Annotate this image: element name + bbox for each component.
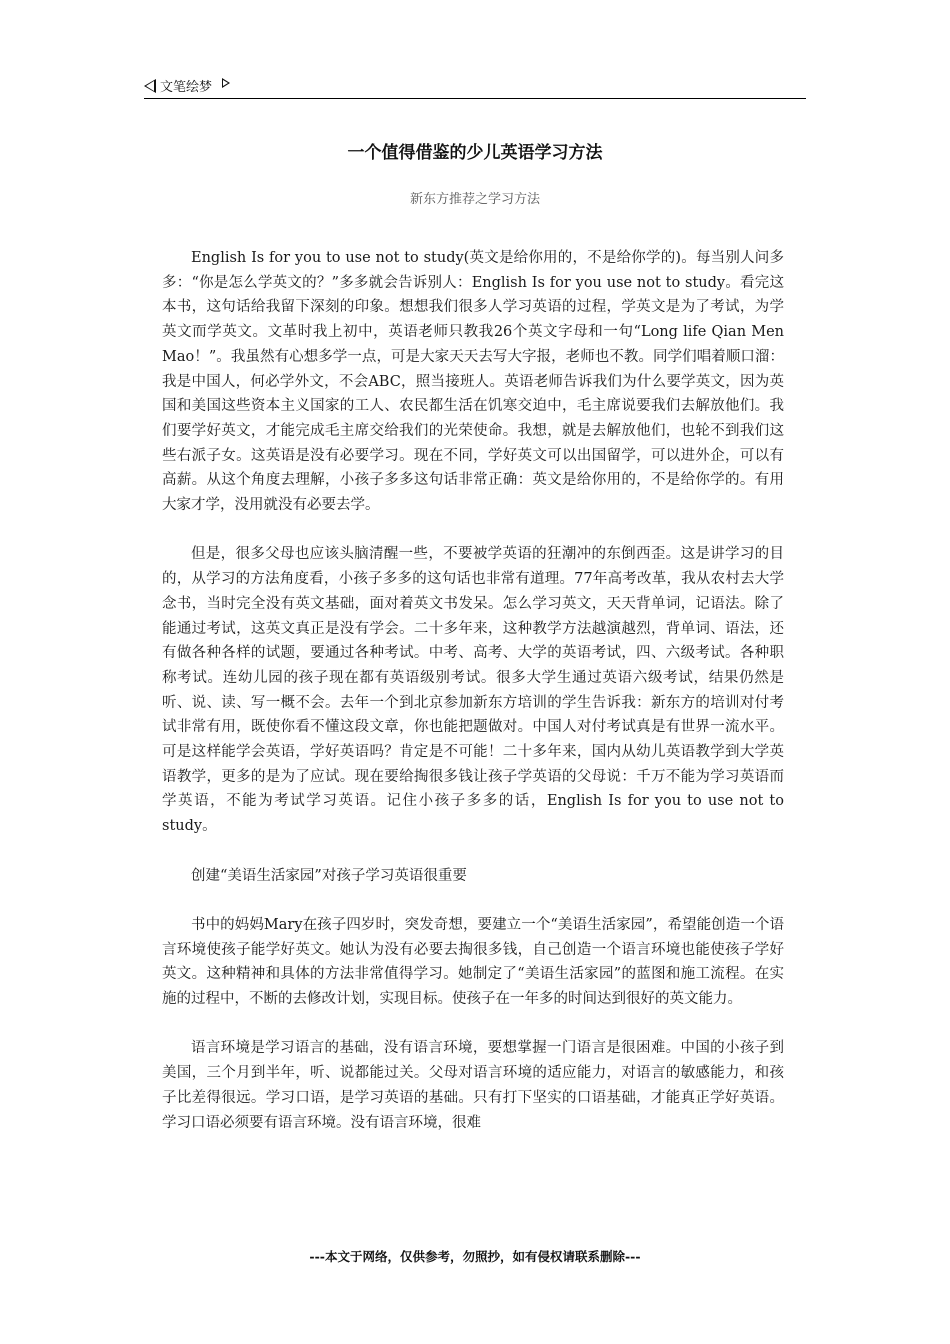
brand — [144, 76, 230, 95]
brand-name: 文笔绘梦 — [160, 80, 213, 95]
document-title: 一个值得借鉴的少儿英语学习方法 — [347, 143, 603, 163]
paragraph: 但是，很多父母也应该头脑清醒一些，不要被学英语的狂潮冲的东倒西歪。这是讲学习的目的，从学习的方法角度看，小孩子多多的这句话也非常有道理。77年高考改革，我从农村去大学念书，当时完全没有英文基础，面对着英文书发呆。怎么学习英文，天天背单词，记语法。除了能通过考试，这英文真正是没有学会。二十多年来，这种教学方法越演越烈，背单词、语法，还有做各种各样的试题，要通过各种考试。中考、高考、大学的英语考试，四、六级考试。各种职称考试。连幼儿园的孩子现在都有英语级别考试。很多大学生通过英语六级考试，结果仍然是听、说、读、写一概不会。去年一个到北京参加新东方培训的学生告诉我：新东方的培训对付考试非常有用，既使你看不懂这段文章，你也能把题做对。中国人对付考试真是有世界一流水平。可是这样能学会英语，学好英语吗？肯定是不可能！二十多年来，国内从幼儿英语教学到大学英语教学，更多的是为了应试。现在要给掏很多钱让孩子学英语的父母说：千万不能为学习英语而学英语，不能为考试学习英语。记住小孩子多多的话，English Is for you to use not to study。 — [162, 546, 784, 835]
footer-notice: ---本文于网络，仅供参考，勿照抄，如有侵权请联系删除--- — [309, 1249, 641, 1264]
section-heading: 创建“美语生活家园”对孩子学习英语很重要 — [191, 867, 467, 884]
paragraph: English Is for you to use not to study(英文是给你用的，不是给你学的)。每当别人问多多：“你是怎么学英文的？”多多就会告诉别人：English Is for you use not to study。看完这本书，这句话给我留下深刻的印象。想想我们很多人学习英语的过程，学英文是为了考试，为学英文而学英文。文革时我上初中，英语老师只教我26个英文字母和一句“Long life Qian Men Mao！”。我虽然有心想多学一点，可是大家天天去写大字报，老师也不教。同学们唱着顺口溜：我是中国人，何必学外文，不会ABC，照当接班人。英语老师告诉我们为什么要学英文，因为英国和美国这些资本主义国家的工人、农民都生活在饥寒交迫中，毛主席说要我们去解放他们。我们要学好英文，才能完成毛主席交给我们的光荣使命。我想，就是去解放他们，也轮不到我们这些右派子女。这英语是没有必要学习。现在不同，学好英文可以出国留学，可以进外企，可以有高薪。从这个角度去理解，小孩子多多这句话非常正确：英文是给你用的，不是给你学的。有用大家才学，没用就没有必要去学。 — [162, 250, 784, 514]
document-subtitle: 新东方推荐之学习方法 — [409, 192, 540, 207]
triangle-left-icon — [144, 79, 156, 93]
triangle-right-icon — [222, 78, 230, 88]
paragraph: 语言环境是学习语言的基础，没有语言环境，要想掌握一门语言是很困难。中国的小孩子到美国，三个月到半年，听、说都能过关。父母对语言环境的适应能力，对语言的敏感能力，和孩子比差得很远。学习口语，是学习英语的基础。只有打下坚实的口语基础，才能真正学好英语。学习口语必须要有语言环境。没有语言环境，很难 — [162, 1040, 784, 1131]
page-header — [144, 70, 806, 99]
document-body — [162, 246, 784, 1160]
paragraph: 书中的妈妈Mary在孩子四岁时，突发奇想，要建立一个“美语生活家园”，希望能创造一个语言环境使孩子能学好英文。她认为没有必要去掏很多钱，自己创造一个语言环境也能使孩子学好英文。这种精神和具体的方法非常值得学习。她制定了“美语生活家园”的蓝图和施工流程。在实施的过程中，不断的去修改计划，实现目标。使孩子在一年多的时间达到很好的英文能力。 — [162, 916, 784, 1008]
